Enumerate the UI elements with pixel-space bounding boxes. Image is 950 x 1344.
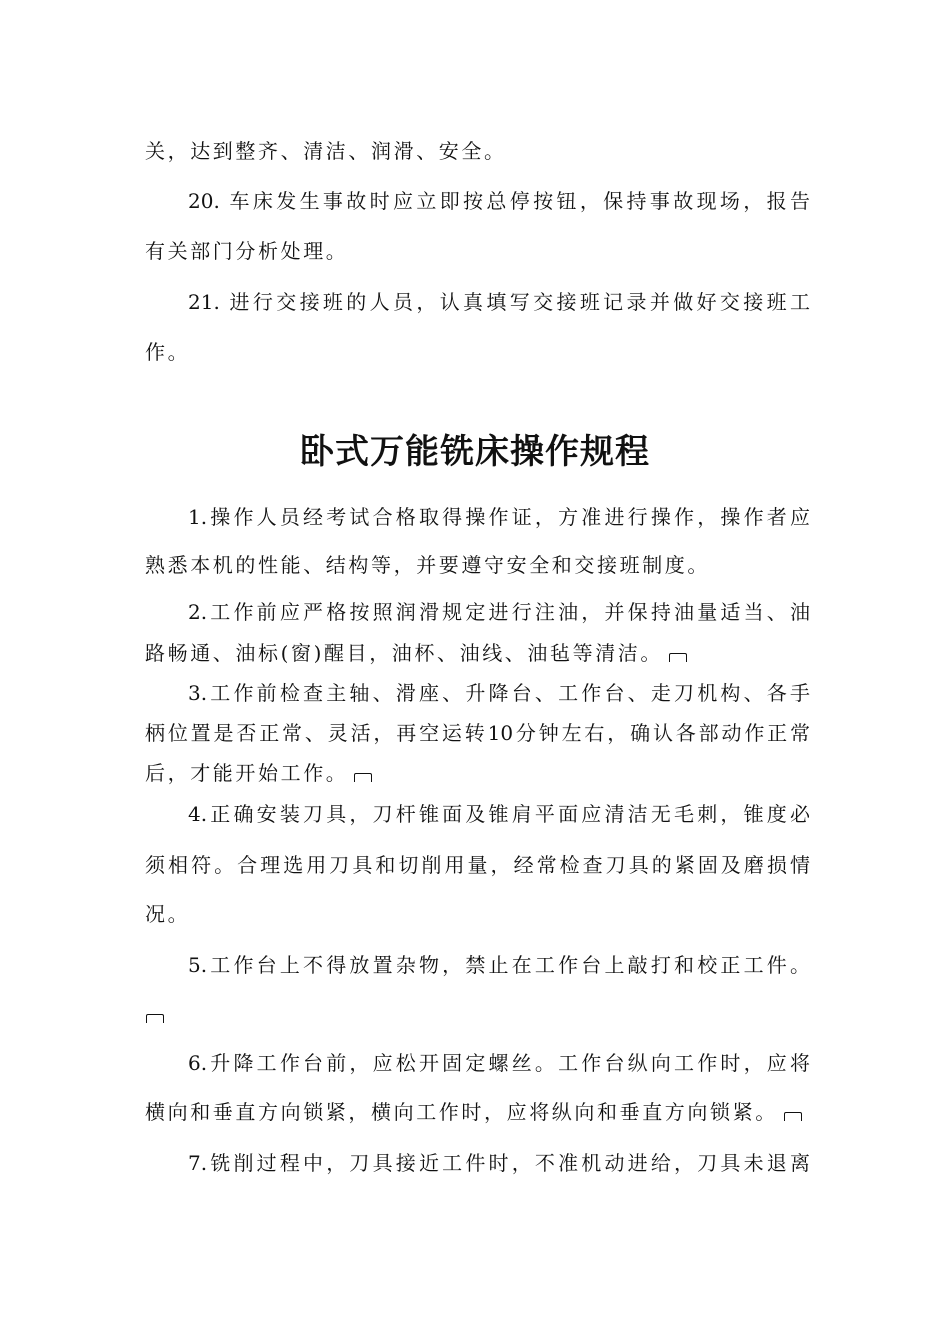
text-line: 2.工作前应严格按照润滑规定进行注油，并保持油量适当、油 xyxy=(188,600,810,624)
paragraph-mark-icon xyxy=(354,773,372,782)
text-line: 1.操作人员经考试合格取得操作证，方准进行操作，操作者应 xyxy=(188,505,810,529)
section-title: 卧式万能铣床操作规程 xyxy=(300,432,650,472)
paragraph-mark-icon xyxy=(669,653,687,662)
text-line: 4.正确安装刀具，刀杆锥面及锥肩平面应清洁无毛刺，锥度必 xyxy=(188,802,810,826)
text-line xyxy=(145,638,810,668)
text-span: 后，才能开始工作。 xyxy=(145,761,349,785)
text-line: 有关部门分析处理。 xyxy=(145,239,349,263)
text-line: 3.工作前检查主轴、滑座、升降台、工作台、走刀机构、各手 xyxy=(188,681,810,705)
text-line: 作。 xyxy=(145,340,191,364)
text-line: 5.工作台上不得放置杂物，禁止在工作台上敲打和校正工件。 xyxy=(188,953,810,977)
paragraph-mark-icon xyxy=(784,1112,802,1121)
text-line: 20. 车床发生事故时应立即按总停按钮，保持事故现场，报告 xyxy=(188,189,810,213)
text-span: 路畅通、油标(窗)醒目，油杯、油线、油毡等清洁。 xyxy=(145,641,664,665)
text-line xyxy=(145,1097,810,1127)
text-line: 6.升降工作台前，应松开固定螺丝。工作台纵向工作时，应将 xyxy=(188,1051,810,1075)
text-span: 横向和垂直方向锁紧，横向工作时，应将纵向和垂直方向锁紧。 xyxy=(145,1100,778,1124)
text-line: 熟悉本机的性能、结构等，并要遵守安全和交接班制度。 xyxy=(145,553,710,577)
text-line: 须相符。合理选用刀具和切削用量，经常检查刀具的紧固及磨损情 xyxy=(145,853,810,877)
paragraph-mark-icon xyxy=(146,1014,164,1023)
text-line: 关，达到整齐、清洁、润滑、安全。 xyxy=(145,139,507,163)
text-line: 况。 xyxy=(145,902,191,926)
text-line xyxy=(145,758,810,788)
text-line: 柄位置是否正常、灵活，再空运转10分钟左右，确认各部动作正常 xyxy=(145,721,810,745)
text-line: 7.铣削过程中，刀具接近工件时，不准机动进给，刀具未退离 xyxy=(188,1151,810,1175)
text-line: 21. 进行交接班的人员，认真填写交接班记录并做好交接班工 xyxy=(188,290,810,314)
